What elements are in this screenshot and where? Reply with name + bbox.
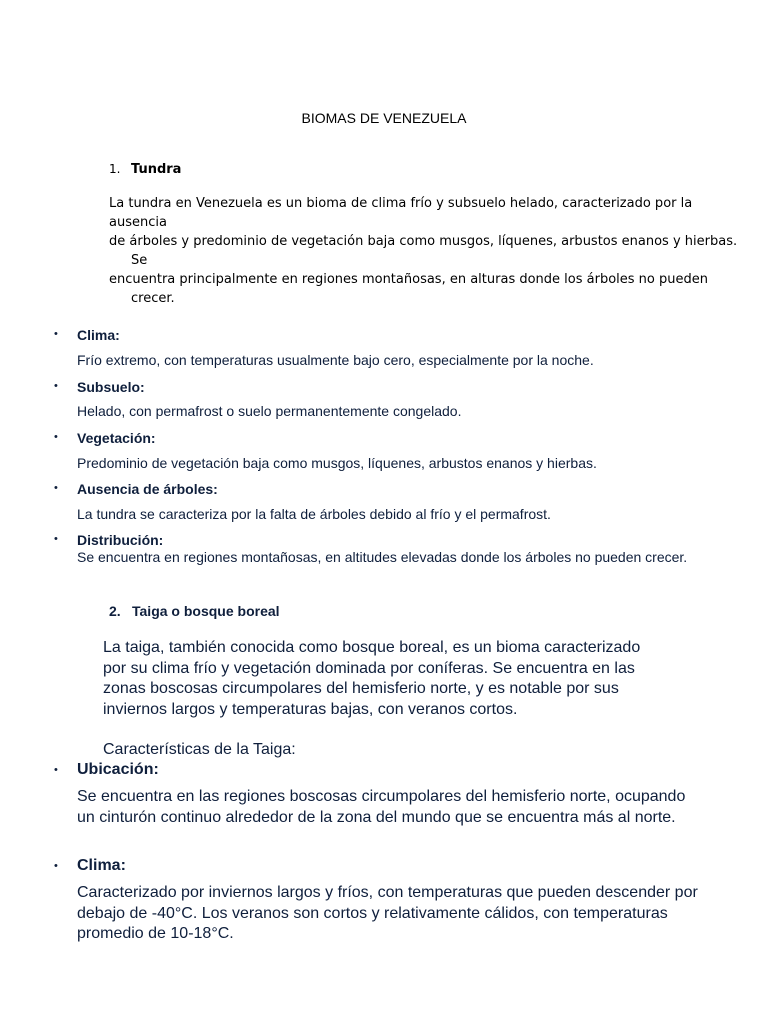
bullet-icon: • — [54, 533, 58, 545]
section-heading-tundra — [109, 159, 181, 179]
intro-line: crecer. — [131, 291, 175, 306]
intro-line: Se — [131, 253, 148, 268]
bullet-icon: • — [54, 328, 58, 340]
list-item-text: Se encuentra en las regiones boscosas circumpolares del hemisferio norte, ocupando un cinturón continuo alrededor de la zona del mundo que se encuentra más al norte. — [77, 788, 686, 826]
list-item-label: Distribución: — [77, 532, 164, 548]
section-title: Tundra — [131, 162, 182, 177]
list-item-label: Ausencia de árboles: — [77, 481, 218, 497]
list-item-label: Vegetación: — [77, 430, 156, 446]
intro-line: inviernos largos y temperaturas bajas, con veranos cortos. — [103, 700, 518, 718]
intro-line: La tundra en Venezuela es un bioma de clima frío y subsuelo helado, caracterizado por la — [109, 196, 693, 211]
list-item-text: La tundra se caracteriza por la falta de árboles debido al frío y el permafrost. — [77, 506, 551, 522]
list-item-text: Se encuentra en regiones montañosas, en altitudes elevadas donde los árboles no pueden crecer. — [77, 549, 688, 565]
intro-line: por su clima frío y vegetación dominada por coníferas. Se encuentra en las — [103, 659, 635, 677]
list-item-label: Clima: — [77, 857, 126, 874]
tundra-intro — [109, 194, 738, 308]
bullet-icon: • — [54, 860, 58, 872]
characteristics-heading: Características de la Taiga: — [103, 741, 296, 758]
section-number: 1. — [109, 162, 121, 176]
section-title: Taiga o bosque boreal — [132, 603, 280, 619]
list-item-text: Helado, con permafrost o suelo permanentemente congelado. — [77, 403, 462, 419]
list-item-text: Predominio de vegetación baja como musgos, líquenes, arbustos enanos y hierbas. — [77, 455, 597, 471]
list-item-label: Clima: — [77, 327, 120, 343]
bullet-icon: • — [54, 380, 58, 392]
document-title: BIOMAS DE VENEZUELA — [301, 110, 467, 126]
taiga-intro — [103, 638, 703, 720]
bullet-icon: • — [54, 482, 58, 494]
intro-line: ausencia — [109, 215, 167, 230]
section-heading-taiga — [109, 602, 280, 620]
intro-line: zonas boscosas circumpolares del hemisferio norte, y es notable por sus — [103, 680, 619, 697]
list-item-label: Ubicación: — [77, 761, 159, 778]
list-item-text: Frío extremo, con temperaturas usualmente bajo cero, especialmente por la noche. — [77, 352, 594, 368]
list-item-text: Caracterizado por inviernos largos y fríos, con temperaturas que pueden descender por debajo de -40°C. Los veranos son cortos y relativamente cálidos, con temperaturas promedio de 10-18°C. — [77, 884, 698, 942]
intro-line: de árboles y predominio de vegetación baja como musgos, líquenes, arbustos enanos y hierbas. — [109, 234, 738, 249]
bullet-icon: • — [54, 764, 58, 776]
section-number: 2. — [109, 603, 121, 619]
list-item-label: Subsuelo: — [77, 379, 145, 395]
intro-line: La taiga, también conocida como bosque boreal, es un bioma caracterizado — [103, 639, 641, 656]
intro-line: encuentra principalmente en regiones montañosas, en alturas donde los árboles no pueden — [109, 272, 708, 287]
bullet-icon: • — [54, 431, 58, 443]
